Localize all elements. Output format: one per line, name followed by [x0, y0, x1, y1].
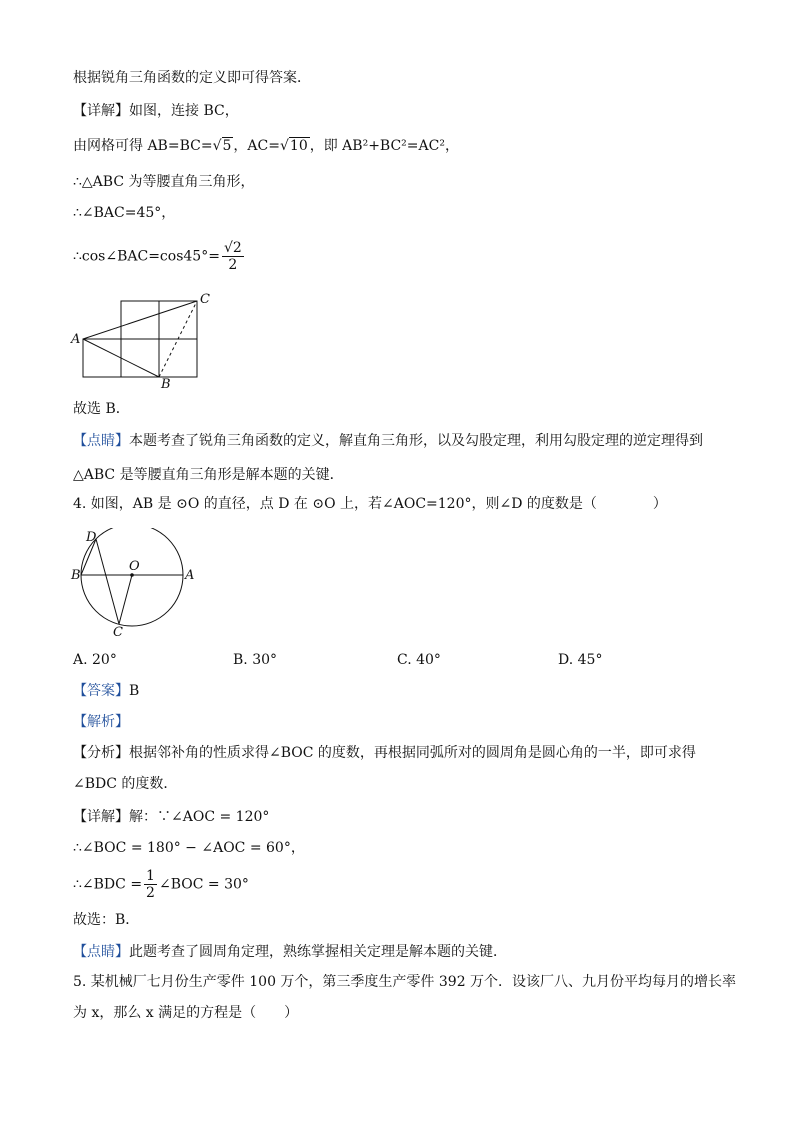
section-tag: 【点睛】 [73, 433, 129, 449]
section-tag: 【点睛】 [73, 944, 129, 960]
circle-figure [66, 528, 206, 640]
text-span: ，即 AB²+BC²=AC²， [309, 138, 459, 154]
answer-value: B [129, 683, 140, 699]
text-line: ∠BDC 的度数． [73, 776, 178, 792]
answer-line [73, 681, 139, 701]
text-line [73, 868, 249, 901]
point-label-b: B [71, 568, 81, 583]
text-line: ∴∠BOC = 180° − ∠AOC = 60°， [73, 840, 305, 856]
point-label-c: C [200, 292, 210, 307]
text-line [73, 431, 703, 451]
fraction-denominator: 2 [146, 885, 155, 901]
text-span: ∴cos∠BAC=cos45°= [73, 248, 220, 265]
option-c: C. 40° [397, 652, 441, 668]
text-span: 根据邻补角的性质求得∠BOC 的度数，再根据同弧所对的圆周角是圆心角的一半，即可求得 [129, 745, 696, 761]
text-line [73, 807, 269, 827]
fraction [222, 240, 244, 273]
section-tag: 【答案】 [73, 683, 129, 699]
fraction-numerator: 1 [146, 868, 155, 884]
text-line: 由网格可得 AB=BC=√5 ，AC=√10 ，即 AB²+BC²=AC²， [73, 138, 459, 154]
section-tag: 【详解】 [73, 809, 129, 825]
question-5-line-2: 为 x，那么 x 满足的方程是（ ） [73, 1005, 299, 1021]
section-tag: 【解析】 [73, 714, 129, 730]
text-line [73, 942, 507, 962]
text-line [73, 743, 696, 763]
radicand: 10 [289, 138, 308, 154]
question-5-line-1: 5. 某机械厂七月份生产零件 100 万个，第三季度生产零件 392 万个．设该厂八、九月份平均每月的增长率 [73, 974, 737, 990]
text-line: 故选：B． [73, 912, 140, 928]
text-span: ∠BOC = 30° [158, 876, 249, 893]
text-line: ∴△ABC 为等腰直角三角形， [73, 174, 255, 190]
text-span: 如图，连接 BC， [129, 103, 239, 119]
radicand: 5 [222, 138, 232, 154]
text-line: 根据锐角三角函数的定义即可得答案． [73, 70, 311, 86]
point-label-c: C [113, 625, 123, 640]
point-label-o: O [129, 559, 140, 574]
grid-triangle-figure [68, 290, 228, 390]
fraction [144, 868, 157, 901]
text-line: △ABC 是等腰直角三角形是解本题的关键． [73, 467, 344, 483]
text-span: 由网格可得 AB=BC= [73, 138, 213, 154]
point-label-a: A [185, 568, 195, 583]
fraction-numerator: √2 [223, 240, 242, 256]
text-span: 解：∵∠AOC = 120° [129, 809, 270, 825]
text-line [73, 101, 239, 121]
question-4-stem: 4. 如图，AB 是 ⊙O 的直径，点 D 在 ⊙O 上，若∠AOC=120°，则∠D 的度数是（ ） [73, 496, 667, 512]
option-b: B. 30° [233, 652, 278, 668]
text-span: 此题考查了圆周角定理，熟练掌握相关定理是解本题的关键． [129, 944, 507, 960]
text-line [73, 240, 246, 273]
section-tag: 【详解】 [73, 103, 129, 119]
point-label-b: B [161, 377, 171, 390]
section-tag: 【分析】 [73, 745, 129, 761]
option-d: D. 45° [558, 652, 603, 668]
text-span: 本题考查了锐角三角函数的定义，解直角三角形，以及勾股定理，利用勾股定理的逆定理得到 [129, 433, 703, 449]
point-label-d: D [86, 530, 97, 545]
text-line: ∴∠BAC=45°， [73, 205, 176, 221]
point-label-a: A [71, 332, 81, 347]
fraction-denominator: 2 [228, 257, 238, 273]
text-span: ∴∠BDC = [73, 876, 143, 893]
text-line: 故选 B． [73, 401, 130, 417]
option-a: A. 20° [73, 652, 117, 668]
text-span: ，AC= [233, 138, 280, 154]
